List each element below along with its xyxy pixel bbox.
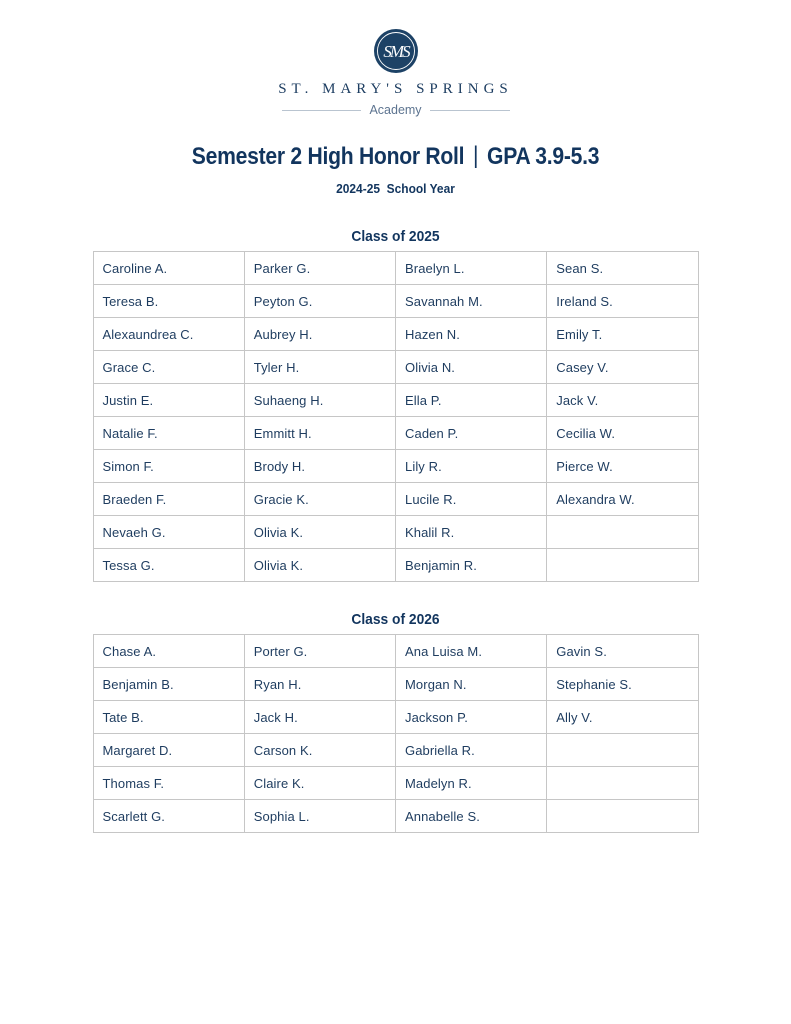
student-cell: Sean S.: [547, 252, 698, 285]
student-cell: [547, 767, 698, 800]
student-cell: Alexaundrea C.: [93, 318, 244, 351]
school-year-subtitle: 2024-25 School Year: [336, 181, 455, 196]
student-cell: Braeden F.: [93, 483, 244, 516]
student-cell: Justin E.: [93, 384, 244, 417]
table-row: [93, 252, 698, 285]
school-logo: [0, 28, 791, 117]
academy-divider: [282, 103, 510, 117]
student-cell: Stephanie S.: [547, 668, 698, 701]
student-cell: Ana Luisa M.: [396, 635, 547, 668]
student-cell: Scarlett G.: [93, 800, 244, 833]
honor-roll-table-2026: [93, 634, 699, 833]
student-cell: Teresa B.: [93, 285, 244, 318]
school-name: ST. MARY'S SPRINGS: [278, 81, 513, 97]
student-cell: Claire K.: [244, 767, 395, 800]
table-row: [93, 734, 698, 767]
sms-monogram-icon: [373, 28, 419, 74]
student-cell: Madelyn R.: [396, 767, 547, 800]
student-cell: Jack V.: [547, 384, 698, 417]
student-cell: Tate B.: [93, 701, 244, 734]
student-cell: Olivia N.: [396, 351, 547, 384]
table-row: [93, 635, 698, 668]
title-gpa-range: GPA 3.9-5.3: [487, 143, 600, 170]
student-cell: Cecilia W.: [547, 417, 698, 450]
student-cell: Pierce W.: [547, 450, 698, 483]
student-cell: Ally V.: [547, 701, 698, 734]
student-cell: Nevaeh G.: [93, 516, 244, 549]
student-cell: Aubrey H.: [244, 318, 395, 351]
table-row: [93, 800, 698, 833]
student-cell: Chase A.: [93, 635, 244, 668]
student-cell: Porter G.: [244, 635, 395, 668]
student-cell: Gavin S.: [547, 635, 698, 668]
student-cell: Lily R.: [396, 450, 547, 483]
student-cell: Ryan H.: [244, 668, 395, 701]
table-row: [93, 285, 698, 318]
divider-line-left: [282, 110, 362, 111]
table-row: [93, 384, 698, 417]
table-row: [93, 450, 698, 483]
student-cell: Morgan N.: [396, 668, 547, 701]
student-cell: Savannah M.: [396, 285, 547, 318]
table-row: [93, 417, 698, 450]
student-cell: Brody H.: [244, 450, 395, 483]
student-cell: Sophia L.: [244, 800, 395, 833]
student-cell: Lucile R.: [396, 483, 547, 516]
student-cell: Grace C.: [93, 351, 244, 384]
title-separator: |: [473, 142, 479, 169]
student-cell: Natalie F.: [93, 417, 244, 450]
student-cell: Peyton G.: [244, 285, 395, 318]
table-row: [93, 668, 698, 701]
student-cell: Gabriella R.: [396, 734, 547, 767]
student-cell: Olivia K.: [244, 516, 395, 549]
student-cell: [547, 516, 698, 549]
student-cell: Parker G.: [244, 252, 395, 285]
student-cell: Jack H.: [244, 701, 395, 734]
student-cell: Caden P.: [396, 417, 547, 450]
student-cell: Caroline A.: [93, 252, 244, 285]
student-cell: Gracie K.: [244, 483, 395, 516]
student-cell: Tessa G.: [93, 549, 244, 582]
student-cell: Emmitt H.: [244, 417, 395, 450]
section-class-of-2025: [0, 228, 791, 582]
student-cell: Hazen N.: [396, 318, 547, 351]
student-cell: Carson K.: [244, 734, 395, 767]
table-row: [93, 549, 698, 582]
section-heading: Class of 2025: [351, 228, 440, 245]
page-title: [47, 143, 743, 171]
table-row: [93, 351, 698, 384]
student-cell: Thomas F.: [93, 767, 244, 800]
student-cell: Khalil R.: [396, 516, 547, 549]
student-cell: Benjamin B.: [93, 668, 244, 701]
divider-line-right: [430, 110, 510, 111]
student-cell: Casey V.: [547, 351, 698, 384]
table-row: [93, 516, 698, 549]
student-cell: Annabelle S.: [396, 800, 547, 833]
svg-text:SMS: SMS: [382, 42, 409, 61]
student-cell: Suhaeng H.: [244, 384, 395, 417]
section-class-of-2026: [0, 611, 791, 833]
student-cell: Olivia K.: [244, 549, 395, 582]
honor-roll-table-2025: [93, 251, 699, 582]
title-left: Semester 2 High Honor Roll: [191, 143, 465, 170]
student-cell: Emily T.: [547, 318, 698, 351]
student-cell: [547, 549, 698, 582]
student-cell: Braelyn L.: [396, 252, 547, 285]
table-row: [93, 483, 698, 516]
student-cell: Benjamin R.: [396, 549, 547, 582]
academy-label: Academy: [369, 103, 422, 117]
section-heading: Class of 2026: [351, 611, 440, 628]
student-cell: Ella P.: [396, 384, 547, 417]
student-cell: [547, 734, 698, 767]
student-cell: Jackson P.: [396, 701, 547, 734]
table-row: [93, 767, 698, 800]
student-cell: Ireland S.: [547, 285, 698, 318]
student-cell: Tyler H.: [244, 351, 395, 384]
table-row: [93, 318, 698, 351]
student-cell: Margaret D.: [93, 734, 244, 767]
student-cell: Alexandra W.: [547, 483, 698, 516]
table-row: [93, 701, 698, 734]
student-cell: [547, 800, 698, 833]
student-cell: Simon F.: [93, 450, 244, 483]
